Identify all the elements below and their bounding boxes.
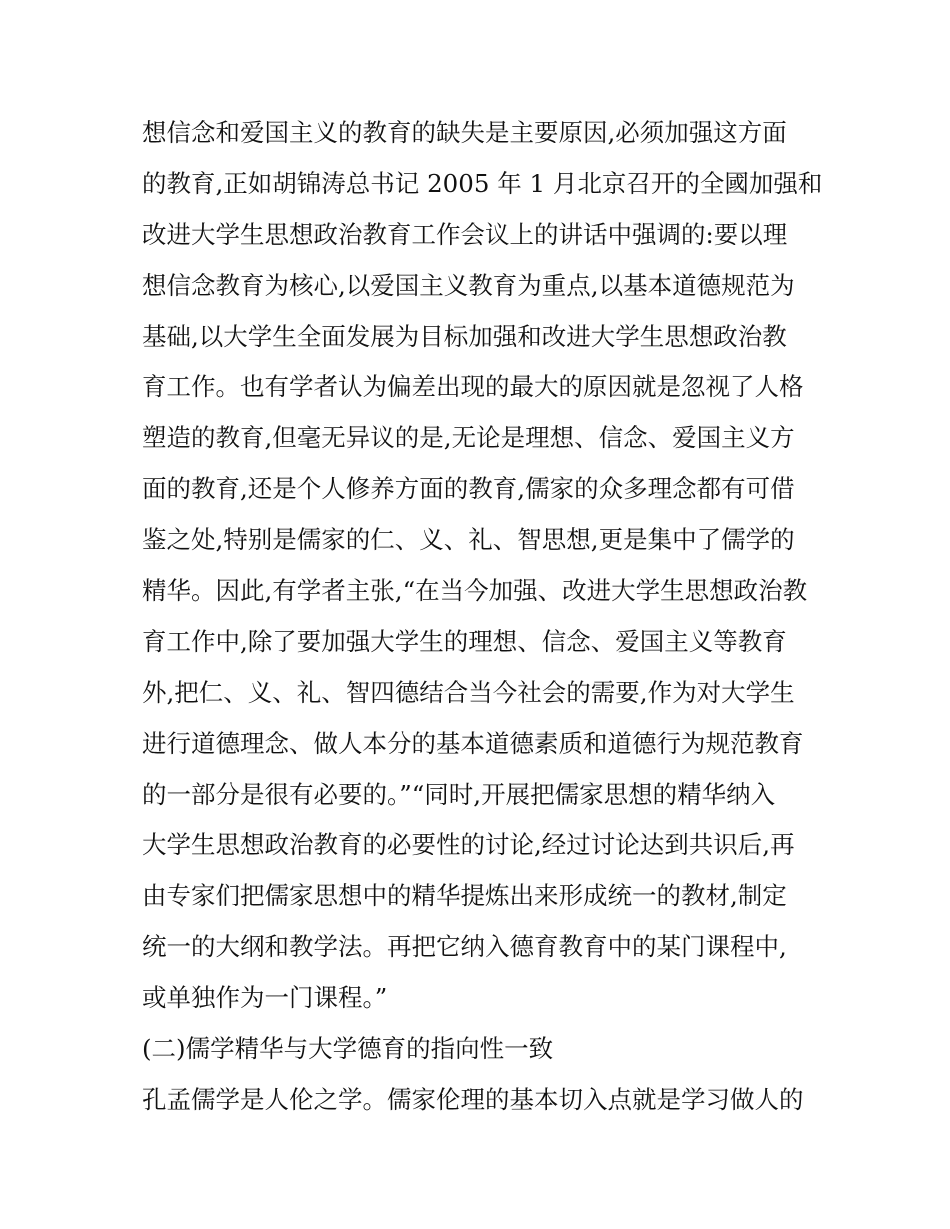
text-line: 或单独作为一门课程。” xyxy=(142,983,388,1013)
text-line: 的一部分是很有必要的。”“同时,开展把儒家思想的精华纳入 xyxy=(142,779,776,809)
text-line: 由专家们把儒家思想中的精华提炼出来形成统一的教材,制定 xyxy=(142,881,787,911)
section-heading: (二)儒学精华与大学德育的指向性一致 xyxy=(142,1034,554,1064)
text-line: 改进大学生思想政治教育工作会议上的讲话中强调的:要以理 xyxy=(142,219,788,249)
text-line: 想信念和爱国主义的教育的缺失是主要原因,必须加强这方面 xyxy=(142,118,787,147)
text-line: 塑造的教育,但毫无异议的是,无论是理想、信念、爱国主义方 xyxy=(142,423,795,453)
text-line: 育工作。也有学者认为偏差出现的最大的原因就是忽视了人格 xyxy=(142,372,804,402)
text-line: 孔孟儒学是人伦之学。儒家伦理的基本切入点就是学习做人的 xyxy=(142,1084,804,1114)
text-line: 统一的大纲和教学法。再把它纳入德育教育中的某门课程中, xyxy=(142,932,787,962)
text-line: 想信念教育为核心,以爱国主义教育为重点,以基本道德规范为 xyxy=(142,270,795,300)
text-line: 进行道德理念、做人本分的基本道德素质和道德行为规范教育 xyxy=(142,728,804,758)
body-text xyxy=(142,108,822,1126)
text-line: 外,把仁、义、礼、智四德结合当今社会的需要,作为对大学生 xyxy=(142,677,795,707)
text-line: 基础,以大学生全面发展为目标加强和改进大学生思想政治教 xyxy=(142,321,787,351)
text-line: 精华。因此,有学者主张,“在当今加强、改进大学生思想政治教 xyxy=(142,576,808,606)
text-line: 面的教育,还是个人修养方面的教育,儒家的众多理念都有可借 xyxy=(142,474,795,504)
text-line: 大学生思想政治教育的必要性的讨论,经过讨论达到共识后,再 xyxy=(142,830,795,860)
text-line: 的教育,正如胡锦涛总书记 2005 年 1 月北京召开的全國加强和 xyxy=(142,168,823,198)
text-line: 育工作中,除了要加强大学生的理想、信念、爱国主义等教育 xyxy=(142,626,787,656)
text-line: 鉴之处,特别是儒家的仁、义、礼、智思想,更是集中了儒学的 xyxy=(142,525,795,555)
